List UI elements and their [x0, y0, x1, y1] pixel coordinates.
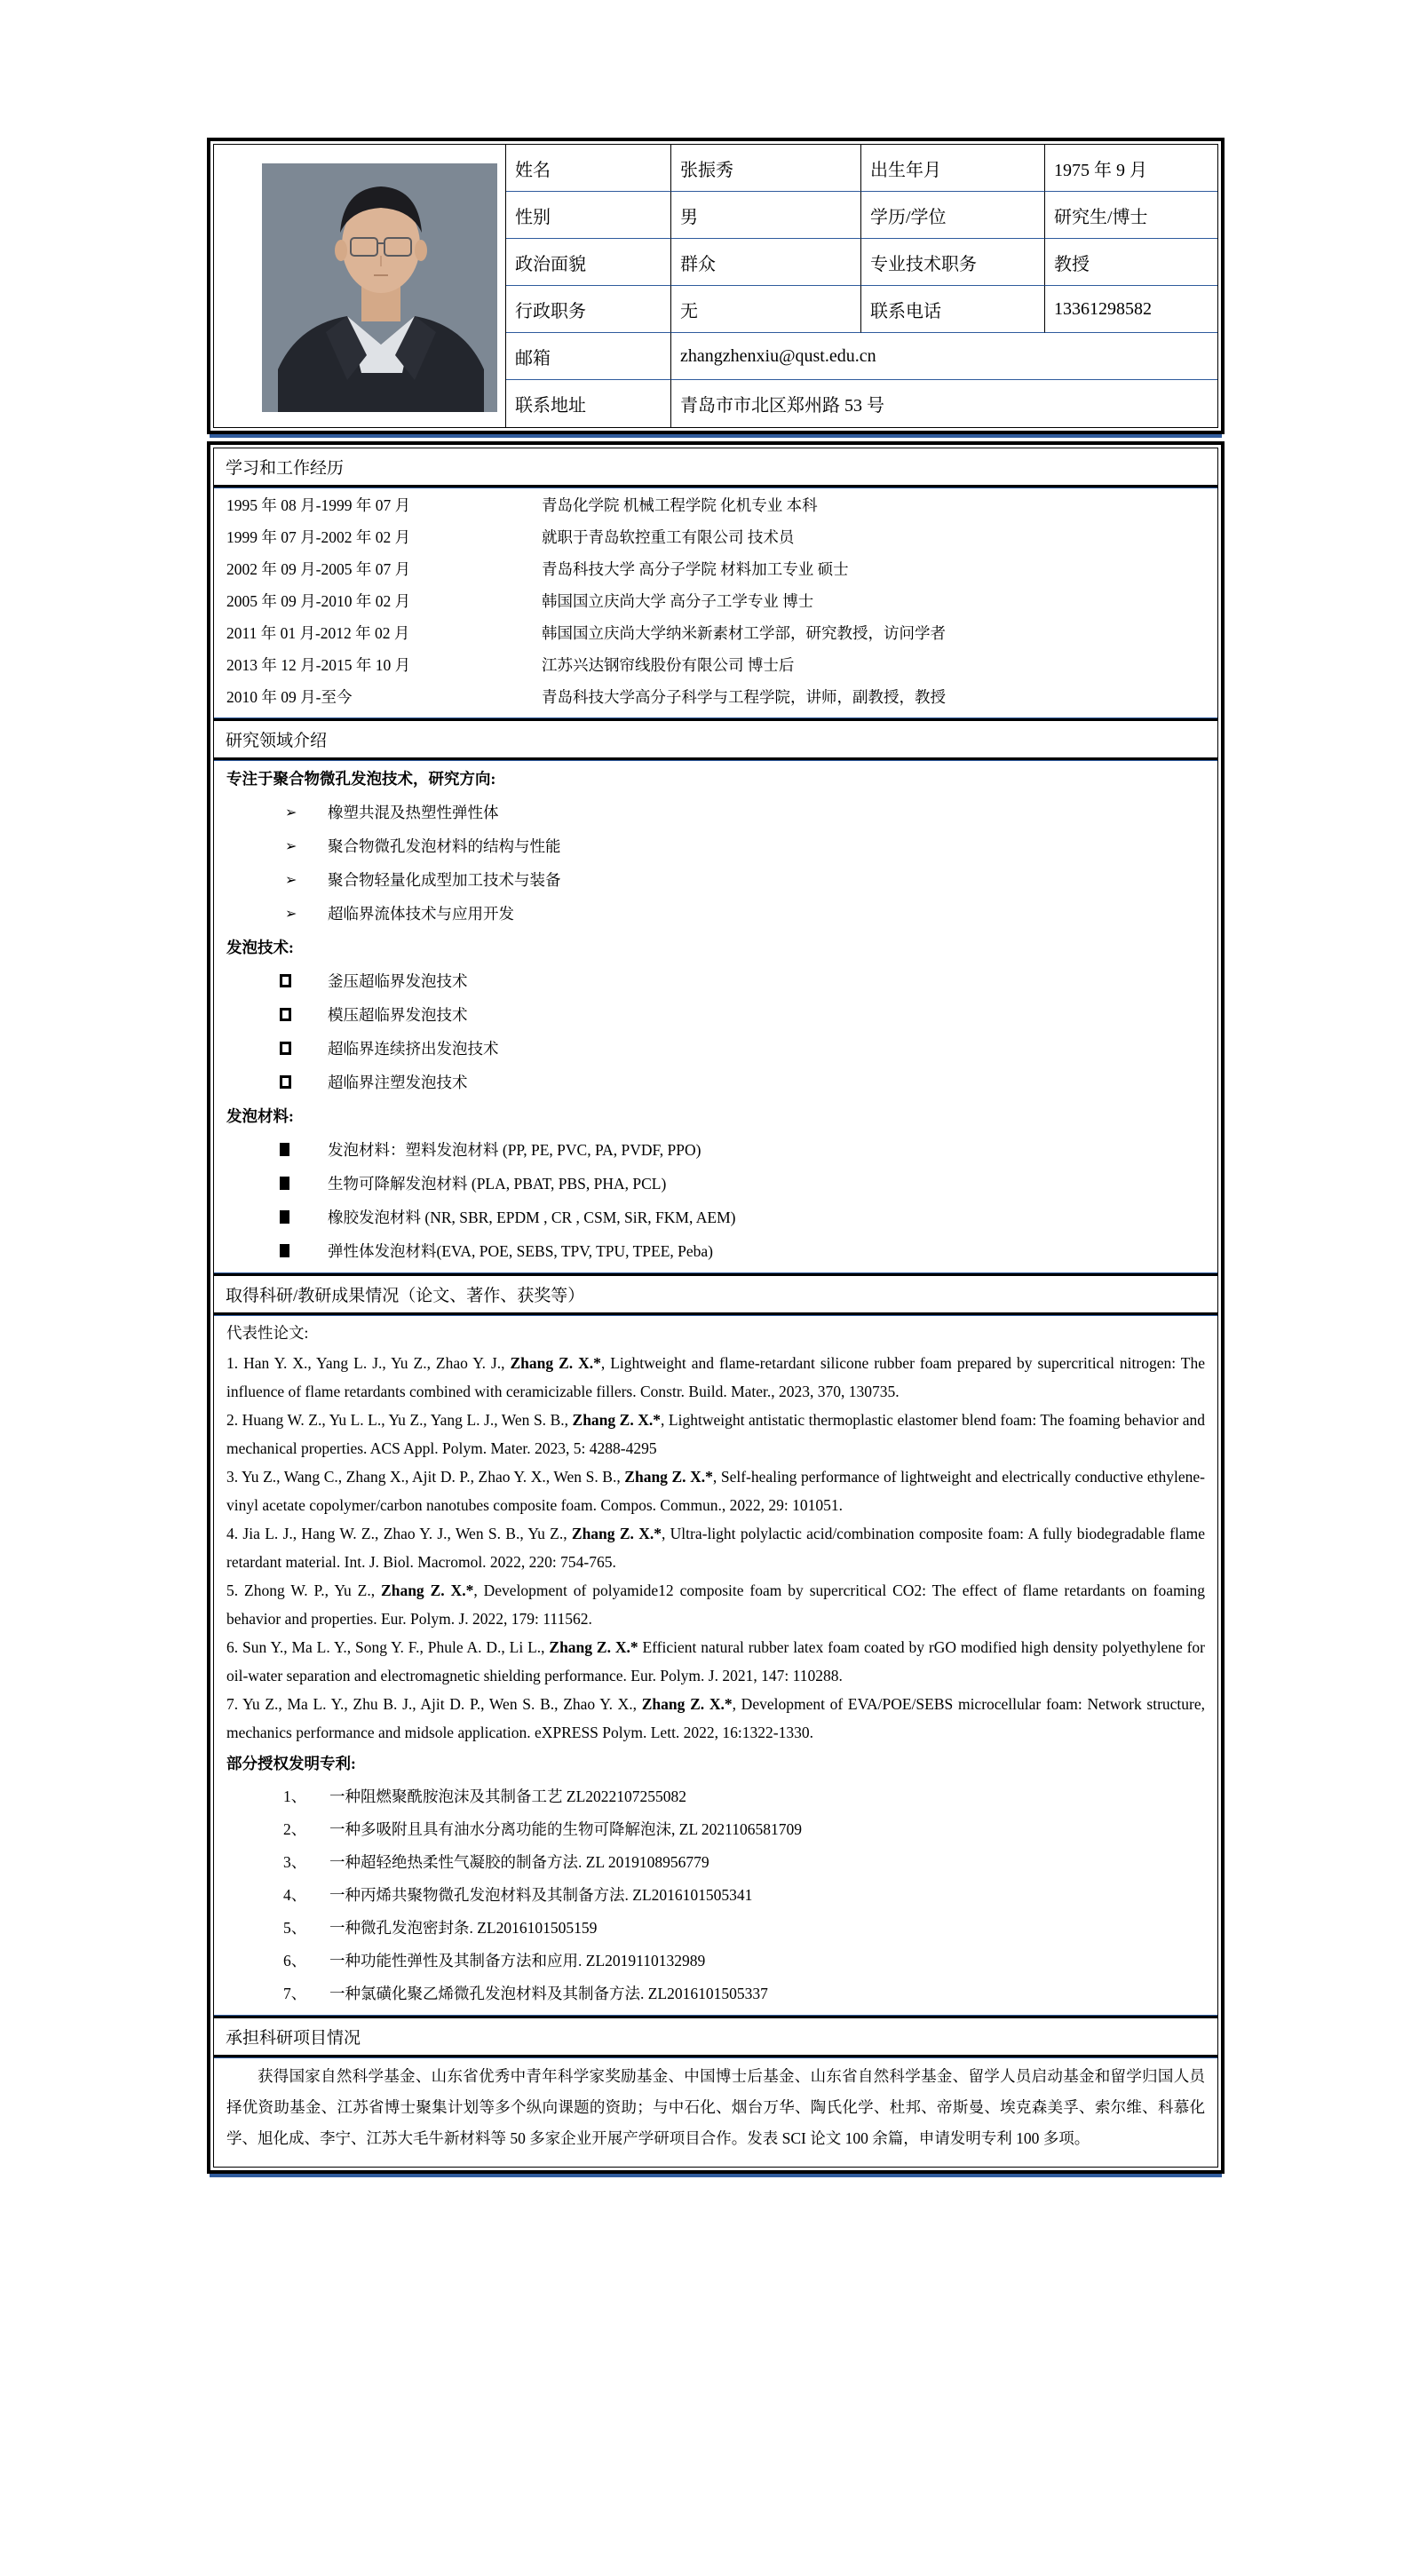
- paper-text: 1. Han Y. X., Yang L. J., Yu Z., Zhao Y. J.,: [226, 1354, 511, 1372]
- paper-item: [226, 1462, 1205, 1519]
- section-title-projects: 承担科研项目情况: [214, 2016, 1217, 2057]
- foaming-material-item: [226, 1133, 1205, 1167]
- experience-item: [226, 681, 1205, 713]
- foaming-tech-title: 发泡技术:: [226, 939, 294, 956]
- research-direction-text: 超临界流体技术与应用开发: [328, 905, 514, 923]
- label-address: 联系地址: [506, 380, 671, 427]
- research-direction-item: [226, 796, 1205, 829]
- filled-square-bullet-icon: [280, 1244, 289, 1257]
- paper-item: [226, 1633, 1205, 1690]
- patent-number: 4、: [283, 1886, 307, 1904]
- experience-date: 2010 年 09 月-至今: [226, 688, 353, 706]
- patent-item: [226, 1912, 1205, 1945]
- experience-item: [226, 489, 1205, 521]
- experience-item: [226, 521, 1205, 553]
- paper-item: [226, 1406, 1205, 1462]
- personal-info-table: [207, 138, 1225, 434]
- paper-author-bold: Zhang Z. X.*: [641, 1695, 733, 1713]
- section-title-research-areas: 研究领域介绍: [214, 718, 1217, 760]
- paper-author-bold: Zhang Z. X.*: [510, 1354, 601, 1372]
- photo-cell: [214, 145, 506, 427]
- research-direction-item: [226, 863, 1205, 897]
- paper-item: [226, 1519, 1205, 1576]
- profile-photo: [262, 163, 497, 412]
- patent-number: 6、: [283, 1952, 307, 1970]
- label-name: 姓名: [506, 145, 671, 192]
- paper-text: 7. Yu Z., Ma L. Y., Zhu B. J., Ajit D. P., Wen S. B., Zhao Y. X.,: [226, 1695, 642, 1713]
- value-political-status: 群众: [671, 239, 861, 286]
- value-name: 张振秀: [671, 145, 861, 192]
- foaming-tech-item: [226, 1032, 1205, 1066]
- patent-text: 一种功能性弹性及其制备方法和应用. ZL2019110132989: [329, 1952, 706, 1970]
- hollow-square-bullet-icon: [280, 974, 291, 987]
- paper-text: 6. Sun Y., Ma L. Y., Song Y. F., Phule A. D., Li L.,: [226, 1638, 550, 1656]
- achievements-section: [214, 1315, 1217, 2016]
- foaming-tech-item: [226, 1066, 1205, 1099]
- value-address: 青岛市市北区郑州路 53 号: [680, 396, 884, 416]
- section-title-experience: 学习和工作经历: [214, 448, 1217, 487]
- value-birth: 1975 年 9 月: [1045, 145, 1217, 192]
- experience-desc: 青岛化学院 机械工程学院 化机专业 本科: [542, 496, 818, 514]
- filled-square-bullet-icon: [280, 1210, 289, 1224]
- experience-date: 2011 年 01 月-2012 年 02 月: [226, 624, 410, 642]
- paper-text: , Lightweight and flame-retardant silicone rubber foam prepared by supercritical nitrogen: The influence of flame retardants combined with ceramicizable fillers. Constr. Build. Mater., 2023, 370, 130735.: [226, 1354, 1205, 1400]
- paper-author-bold: Zhang Z. X.*: [624, 1468, 713, 1486]
- patent-text: 一种超轻绝热柔性气凝胶的制备方法. ZL 2019108956779: [329, 1853, 709, 1871]
- label-political-status: 政治面貌: [506, 239, 671, 286]
- label-birth: 出生年月: [861, 145, 1045, 192]
- value-email: zhangzhenxiu@qust.edu.cn: [671, 333, 1217, 380]
- paper-text: , Ultra-light polylactic acid/combination composite foam: A fully biodegradable flame retardant material. Int. J. Biol. Macromol. 2022, 220: 754-765.: [226, 1525, 1205, 1571]
- arrow-bullet-icon: ➢: [285, 905, 297, 922]
- papers-list: [226, 1349, 1205, 1747]
- research-direction-text: 聚合物轻量化成型加工技术与装备: [328, 871, 561, 889]
- patent-number: 7、: [283, 1985, 307, 2002]
- experience-item: [226, 553, 1205, 585]
- filled-square-bullet-icon: [280, 1143, 289, 1156]
- paper-text: 2. Huang W. Z., Yu L. L., Yu Z., Yang L. J., Wen S. B.,: [226, 1411, 573, 1429]
- foaming-material-title: 发泡材料:: [226, 1107, 294, 1125]
- paper-item: [226, 1576, 1205, 1633]
- label-phone: 联系电话: [861, 286, 1045, 333]
- foaming-material-item: [226, 1234, 1205, 1268]
- patent-item: [226, 1879, 1205, 1912]
- paper-text: , Self-healing performance of lightweight and electrically conductive ethylene-vinyl acetate copolymer/carbon nanotubes composite foam. Compos. Commun., 2022, 29: 101051.: [226, 1468, 1206, 1514]
- paper-text: , Lightweight antistatic thermoplastic elastomer blend foam: The foaming behavior and mechanical properties. ACS Appl. Polym. Mater. 2023, 5: 4288-4295: [226, 1411, 1205, 1457]
- paper-text: 4. Jia L. J., Hang W. Z., Zhao Y. J., Wen S. B., Yu Z.,: [226, 1525, 572, 1542]
- experience-desc: 韩国国立庆尚大学纳米新素材工学部，研究教授，访问学者: [542, 624, 946, 642]
- experience-desc: 就职于青岛软控重工有限公司 技术员: [542, 528, 795, 546]
- paper-text: , Development of EVA/POE/SEBS microcellular foam: Network structure, mechanics performance and midsole application. eXPRESS Polym. Lett. 2022, 16:1322-1330.: [226, 1695, 1205, 1741]
- patent-item: [226, 1780, 1205, 1813]
- paper-text: Efficient natural rubber latex foam coated by rGO modified high density polyethylene for oil-water separation and electromagnetic shielding performance. Eur. Polym. J. 2021, 147: 110288.: [226, 1638, 1205, 1684]
- projects-content: 获得国家自然科学基金、山东省优秀中青年科学家奖励基金、中国博士后基金、山东省自然科学基金、留学人员启动基金和留学归国人员择优资助基金、江苏省博士聚集计划等多个纵向课题的资助；与中石化、烟台万华、陶氏化学、杜邦、帝斯曼、埃克森美孚、索尔维、科慕化学、旭化成、李宁、江苏大毛牛新材料等 50 多家企业开展产学研项目合作。发表 SCI 论文 100 余篇，申请发明专利 100 多项。: [226, 2067, 1205, 2147]
- foaming-tech-text: 釜压超临界发泡技术: [328, 972, 468, 990]
- research-intro: 专注于聚合物微孔发泡技术，研究方向:: [226, 770, 496, 788]
- label-admin-position: 行政职务: [506, 286, 671, 333]
- paper-author-bold: Zhang Z. X.*: [572, 1411, 662, 1429]
- foaming-tech-item: [226, 998, 1205, 1032]
- paper-item: [226, 1349, 1205, 1406]
- value-admin-position: 无: [671, 286, 861, 333]
- experience-desc: 江苏兴达钢帘线股份有限公司 博士后: [542, 656, 795, 674]
- patent-number: 3、: [283, 1853, 307, 1871]
- patent-number: 2、: [283, 1820, 307, 1838]
- experience-desc: 韩国国立庆尚大学 高分子工学专业 博士: [542, 592, 814, 610]
- experience-date: 1995 年 08 月-1999 年 07 月: [226, 496, 411, 514]
- papers-title: 代表性论文:: [226, 1324, 309, 1342]
- experience-item: [226, 585, 1205, 617]
- experience-list: [214, 487, 1217, 718]
- foaming-material-text: 弹性体发泡材料(EVA, POE, SEBS, TPV, TPU, TPEE, Peba): [328, 1242, 713, 1260]
- experience-item: [226, 649, 1205, 681]
- foaming-material-text: 发泡材料：塑料发泡材料 (PP, PE, PVC, PA, PVDF, PPO): [328, 1141, 702, 1159]
- hollow-square-bullet-icon: [280, 1075, 291, 1089]
- value-degree: 研究生/博士: [1045, 192, 1217, 239]
- patents-title: 部分授权发明专利:: [226, 1755, 356, 1772]
- projects-section: [214, 2057, 1217, 2167]
- foaming-tech-text: 超临界连续挤出发泡技术: [328, 1040, 499, 1058]
- patent-text: 一种丙烯共聚物微孔发泡材料及其制备方法. ZL2016101505341: [329, 1886, 753, 1904]
- research-direction-text: 橡塑共混及热塑性弹性体: [328, 804, 499, 821]
- foaming-tech-item: [226, 964, 1205, 998]
- foaming-tech-text: 模压超临界发泡技术: [328, 1006, 468, 1024]
- patent-text: 一种氯磺化聚乙烯微孔发泡材料及其制备方法. ZL2016101505337: [329, 1985, 768, 2002]
- patent-text: 一种微孔发泡密封条. ZL2016101505159: [329, 1919, 598, 1937]
- experience-date: 2013 年 12 月-2015 年 10 月: [226, 656, 411, 674]
- paper-author-bold: Zhang Z. X.*: [549, 1638, 638, 1656]
- patent-number: 5、: [283, 1919, 307, 1937]
- hollow-square-bullet-icon: [280, 1042, 291, 1055]
- research-areas: [214, 760, 1217, 1273]
- experience-item: [226, 617, 1205, 649]
- foaming-material-item: [226, 1167, 1205, 1201]
- experience-date: 1999 年 07 月-2002 年 02 月: [226, 528, 411, 546]
- paper-text: 5. Zhong W. P., Yu Z.,: [226, 1581, 382, 1599]
- patent-item: [226, 1846, 1205, 1879]
- label-degree: 学历/学位: [861, 192, 1045, 239]
- foaming-material-item: [226, 1201, 1205, 1234]
- patent-text: 一种多吸附且具有油水分离功能的生物可降解泡沫, ZL 2021106581709: [329, 1820, 802, 1838]
- hollow-square-bullet-icon: [280, 1008, 291, 1021]
- label-professional-title: 专业技术职务: [861, 239, 1045, 286]
- details-table: [207, 441, 1225, 2174]
- section-title-achievements: 取得科研/教研成果情况（论文、著作、获奖等）: [214, 1273, 1217, 1315]
- experience-date: 2005 年 09 月-2010 年 02 月: [226, 592, 411, 610]
- foaming-material-text: 橡胶发泡材料 (NR, SBR, EPDM , CR , CSM, SiR, FKM, AEM): [328, 1209, 736, 1226]
- experience-desc: 青岛科技大学 高分子学院 材料加工专业 硕士: [542, 560, 849, 578]
- label-gender: 性别: [506, 192, 671, 239]
- paper-item: [226, 1690, 1205, 1747]
- patent-item: [226, 1813, 1205, 1846]
- foaming-tech-text: 超临界注塑发泡技术: [328, 1074, 468, 1091]
- patent-item: [226, 1945, 1205, 1978]
- research-direction-item: [226, 829, 1205, 863]
- value-gender: 男: [671, 192, 861, 239]
- cv-document: [207, 138, 1225, 2174]
- patent-item: [226, 1978, 1205, 2010]
- filled-square-bullet-icon: [280, 1177, 289, 1190]
- paper-text: 3. Yu Z., Wang C., Zhang X., Ajit D. P., Zhao Y. X., Wen S. B.,: [226, 1468, 625, 1486]
- experience-date: 2002 年 09 月-2005 年 07 月: [226, 560, 411, 578]
- patent-number: 1、: [283, 1787, 307, 1805]
- paper-author-bold: Zhang Z. X.*: [571, 1525, 662, 1542]
- arrow-bullet-icon: ➢: [285, 871, 297, 888]
- experience-desc: 青岛科技大学高分子科学与工程学院，讲师，副教授，教授: [542, 688, 946, 706]
- paper-text: , Development of polyamide12 composite foam by supercritical CO2: The effect of flame retardants on foaming behavior and properties. Eur. Polym. J. 2022, 179: 111562.: [226, 1581, 1206, 1628]
- value-professional-title: 教授: [1045, 239, 1217, 286]
- paper-author-bold: Zhang Z. X.*: [381, 1581, 474, 1599]
- arrow-bullet-icon: ➢: [285, 837, 297, 854]
- value-phone: 13361298582: [1045, 286, 1217, 333]
- patent-text: 一种阻燃聚酰胺泡沫及其制备工艺 ZL2022107255082: [329, 1787, 687, 1805]
- label-email: 邮箱: [506, 333, 671, 380]
- arrow-bullet-icon: ➢: [285, 804, 297, 820]
- research-direction-text: 聚合物微孔发泡材料的结构与性能: [328, 837, 561, 855]
- patents-list: [226, 1780, 1205, 2010]
- research-direction-item: [226, 897, 1205, 931]
- foaming-material-text: 生物可降解发泡材料 (PLA, PBAT, PBS, PHA, PCL): [328, 1175, 667, 1193]
